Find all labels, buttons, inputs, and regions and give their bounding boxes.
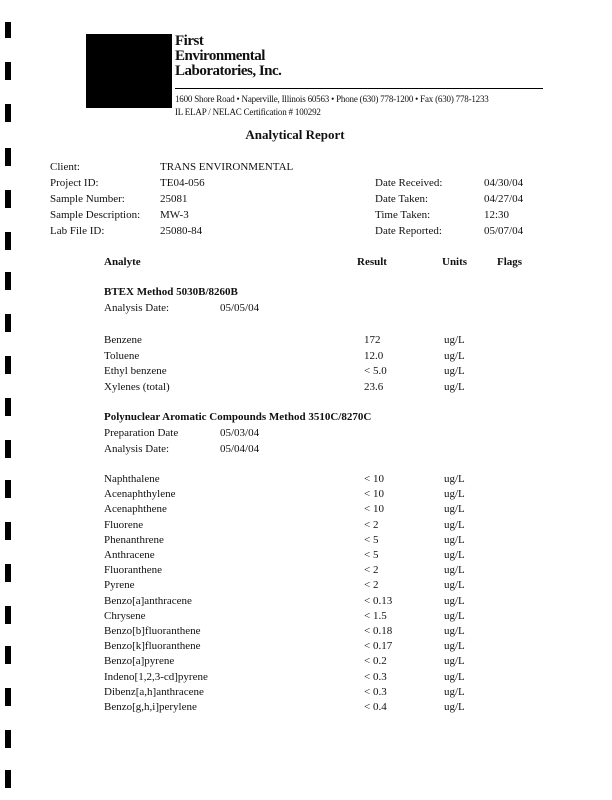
table-row — [0, 701, 612, 716]
pah-analysis-date-row — [0, 443, 612, 459]
table-row — [0, 350, 612, 365]
units-cell: ug/L — [444, 549, 465, 561]
punch-mark — [5, 104, 11, 122]
date-reported-label: Date Reported: — [375, 225, 442, 237]
company-name — [175, 34, 281, 79]
table-row — [0, 655, 612, 670]
result-cell: 172 — [364, 334, 381, 346]
units-cell: ug/L — [444, 579, 465, 592]
result-cell: < 5.0 — [364, 365, 387, 377]
analyte-cell: Xylenes (total) — [104, 380, 170, 393]
info-row-project — [0, 177, 612, 193]
punch-mark — [5, 62, 11, 80]
sample-number-label: Sample Number: — [50, 193, 125, 205]
punch-mark — [5, 398, 11, 416]
sample-description-value: MW-3 — [160, 209, 189, 221]
units-cell: ug/L — [444, 518, 465, 531]
table-row — [0, 473, 612, 488]
units-cell: ug/L — [444, 473, 465, 485]
analyte-cell: Pyrene — [104, 579, 135, 592]
analyte-cell: Toluene — [104, 349, 140, 362]
info-row-lab-file — [0, 225, 612, 241]
pah-analysis-date-value: 05/04/04 — [220, 443, 260, 455]
company-address: 1600 Shore Road • Naperville, Illinois 60563 • Phone (630) 778-1200 • Fax (630) 778-1233 — [175, 94, 489, 104]
result-cell: < 5 — [364, 533, 379, 546]
table-row — [0, 564, 612, 579]
result-cell: < 10 — [364, 473, 384, 485]
analyte-cell: Fluorene — [104, 518, 144, 531]
date-reported-value: 05/07/04 — [484, 225, 524, 237]
company-name-line: Laboratories, Inc. — [175, 63, 282, 79]
lab-file-id-label: Lab File ID: — [50, 225, 105, 237]
table-row — [0, 579, 612, 594]
units-cell: ug/L — [444, 365, 465, 377]
punch-mark — [5, 272, 11, 290]
units-cell: ug/L — [444, 640, 465, 653]
analyte-cell: Acenaphthylene — [104, 488, 176, 501]
result-cell: < 10 — [364, 503, 384, 516]
result-cell: < 0.3 — [364, 685, 387, 698]
punch-mark — [5, 730, 11, 748]
table-row — [0, 671, 612, 686]
analyte-cell: Benzo[g,h,i]perylene — [104, 701, 197, 713]
analyte-cell: Fluoranthene — [104, 564, 163, 577]
result-cell: < 1.5 — [364, 609, 387, 622]
time-taken-label: Time Taken: — [375, 209, 431, 221]
date-received-label: Date Received: — [375, 177, 443, 189]
analyte-cell: Phenanthrene — [104, 533, 164, 546]
analyte-cell: Benzo[a]anthracene — [104, 594, 192, 607]
units-cell: ug/L — [444, 685, 465, 698]
info-row-sample-number — [0, 193, 612, 209]
certification-number: IL ELAP / NELAC Certification # 100292 — [175, 107, 321, 117]
units-cell: ug/L — [444, 488, 465, 501]
analyte-cell: Ethyl benzene — [104, 365, 167, 377]
time-taken-value: 12:30 — [484, 209, 510, 221]
company-logo — [86, 34, 172, 108]
units-cell: ug/L — [444, 655, 465, 668]
analyte-cell: Naphthalene — [104, 473, 160, 485]
table-row — [0, 519, 612, 534]
analyte-cell: Indeno[1,2,3-cd]pyrene — [104, 670, 208, 683]
analyte-cell: Benzo[k]fluoranthene — [104, 640, 201, 653]
header-divider — [175, 88, 543, 89]
result-cell: < 2 — [364, 564, 379, 577]
column-header-units: Units — [442, 256, 468, 268]
table-row — [0, 686, 612, 701]
result-cell: < 0.2 — [364, 655, 387, 668]
table-row — [0, 640, 612, 655]
punch-mark — [5, 22, 11, 38]
analyte-cell: Benzo[b]fluoranthene — [104, 625, 201, 637]
table-row — [0, 334, 612, 349]
table-row — [0, 503, 612, 518]
units-cell: ug/L — [444, 380, 465, 393]
info-row-sample-description — [0, 209, 612, 225]
analyte-cell: Benzene — [104, 334, 142, 346]
units-cell: ug/L — [444, 609, 465, 622]
result-cell: < 5 — [364, 549, 379, 561]
sample-number-value: 25081 — [160, 193, 188, 205]
column-header-analyte: Analyte — [104, 256, 141, 268]
analyte-cell: Acenaphthene — [104, 503, 167, 516]
table-row — [0, 488, 612, 503]
project-id-label: Project ID: — [50, 177, 99, 189]
units-cell: ug/L — [444, 594, 465, 607]
btex-analysis-date-label: Analysis Date: — [104, 302, 170, 314]
project-id-value: TE04-056 — [160, 177, 205, 189]
table-row — [0, 381, 612, 396]
company-name-line: Environmental — [175, 48, 265, 64]
table-row — [0, 610, 612, 625]
company-name-line: First — [175, 33, 204, 49]
analyte-cell: Chrysene — [104, 609, 146, 622]
table-row — [0, 534, 612, 549]
result-cell: 23.6 — [364, 380, 384, 393]
table-row — [0, 549, 612, 564]
table-row — [0, 365, 612, 380]
analyte-cell: Benzo[a]pyrene — [104, 655, 175, 668]
units-cell: ug/L — [444, 503, 465, 516]
result-cell: < 2 — [364, 518, 379, 531]
pah-preparation-date-label: Preparation Date — [104, 427, 179, 439]
pah-section-title: Polynuclear Aromatic Compounds Method 3510C/8270C — [104, 411, 372, 423]
column-header-result: Result — [357, 256, 387, 268]
btex-section-title: BTEX Method 5030B/8260B — [104, 286, 238, 298]
pah-preparation-date-value: 05/03/04 — [220, 427, 260, 439]
lab-file-id-value: 25080-84 — [160, 225, 203, 237]
units-cell: ug/L — [444, 625, 465, 637]
table-row — [0, 595, 612, 610]
result-cell: < 0.17 — [364, 640, 393, 653]
pah-analysis-date-label: Analysis Date: — [104, 443, 170, 455]
analyte-cell: Anthracene — [104, 549, 155, 561]
date-taken-label: Date Taken: — [375, 193, 429, 205]
units-cell: ug/L — [444, 701, 465, 713]
btex-analysis-date-row — [0, 302, 612, 318]
punch-mark — [5, 770, 11, 788]
date-received-value: 04/30/04 — [484, 177, 524, 189]
result-cell: < 0.3 — [364, 670, 387, 683]
result-cell: < 0.4 — [364, 701, 387, 713]
btex-analysis-date-value: 05/05/04 — [220, 302, 260, 314]
client-label: Client: — [50, 161, 80, 173]
pah-preparation-date-row — [0, 427, 612, 443]
result-cell: < 0.18 — [364, 625, 393, 637]
units-cell: ug/L — [444, 533, 465, 546]
result-cell: < 2 — [364, 579, 379, 592]
units-cell: ug/L — [444, 564, 465, 577]
result-cell: 12.0 — [364, 349, 384, 362]
date-taken-value: 04/27/04 — [484, 193, 524, 205]
client-value: TRANS ENVIRONMENTAL — [160, 161, 294, 173]
sample-description-label: Sample Description: — [50, 209, 141, 221]
info-row-client — [0, 161, 612, 177]
report-title: Analytical Report — [245, 127, 345, 142]
column-header-flags: Flags — [497, 256, 523, 268]
table-row — [0, 625, 612, 640]
result-cell: < 0.13 — [364, 594, 393, 607]
result-cell: < 10 — [364, 488, 384, 501]
units-cell: ug/L — [444, 349, 465, 362]
units-cell: ug/L — [444, 670, 465, 683]
analyte-cell: Dibenz[a,h]anthracene — [104, 685, 204, 698]
units-cell: ug/L — [444, 334, 465, 346]
